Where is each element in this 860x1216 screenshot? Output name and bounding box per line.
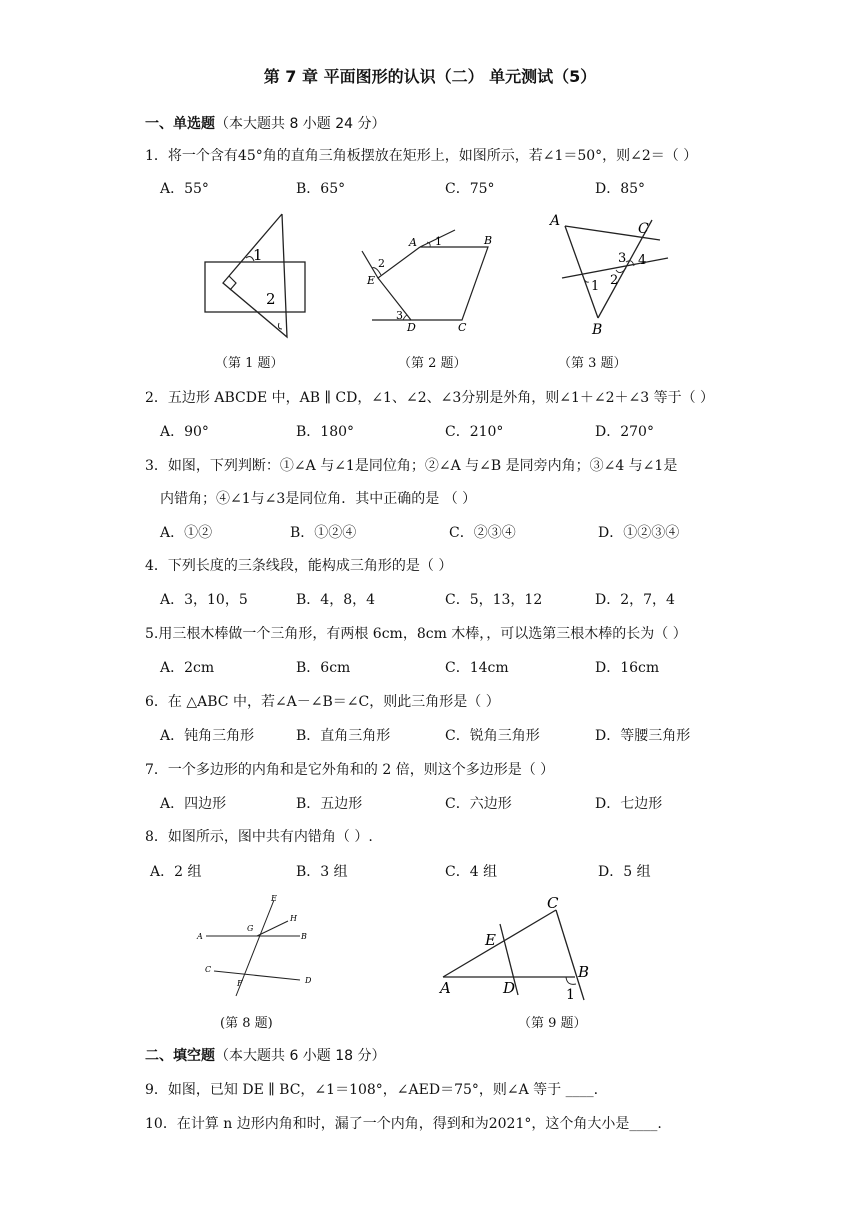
section-label: 二、填空题 bbox=[145, 1048, 215, 1064]
q1-option-b: B．65° bbox=[296, 181, 346, 197]
figure-9 bbox=[435, 890, 595, 1005]
q4-option-c: C．5，13，12 bbox=[445, 592, 543, 608]
fig3-label-1: 1 bbox=[591, 279, 600, 294]
q8-option-d: D．5 组 bbox=[598, 864, 651, 880]
fig8-label-a: A bbox=[197, 932, 203, 941]
q5-option-a: A．2cm bbox=[160, 660, 215, 676]
section-note: （本大题共 6 小题 18 分） bbox=[215, 1048, 386, 1064]
section-label: 一、单选题 bbox=[145, 116, 215, 132]
fig8-label-g: G bbox=[247, 924, 254, 933]
q3-option-a: A．①② bbox=[160, 525, 213, 541]
q6-option-d: D．等腰三角形 bbox=[595, 728, 691, 744]
fig2-label-c: C bbox=[458, 321, 467, 334]
q4-option-d: D．2，7，4 bbox=[595, 592, 675, 608]
fig8-label-d: D bbox=[305, 976, 312, 985]
section-note: （本大题共 8 小题 24 分） bbox=[215, 116, 386, 132]
q6-option-b: B．直角三角形 bbox=[296, 728, 391, 744]
fig3-label-a: A bbox=[550, 213, 561, 229]
q2-option-c: C．210° bbox=[445, 424, 504, 440]
q8-option-b: B．3 组 bbox=[296, 864, 348, 880]
q7-option-a: A．四边形 bbox=[160, 796, 227, 812]
question-6-stem: 6．在 △ABC 中，若∠A－∠B＝∠C，则此三角形是（ ） bbox=[145, 694, 500, 710]
fig2-label-d: D bbox=[407, 321, 416, 334]
fig8-label-f: F bbox=[237, 979, 243, 988]
q2-option-d: D．270° bbox=[595, 424, 654, 440]
q4-option-b: B．4，8，4 bbox=[296, 592, 376, 608]
q3-option-d: D．①②③④ bbox=[598, 525, 680, 541]
q8-option-c: C．4 组 bbox=[445, 864, 498, 880]
fig1-label-2: 2 bbox=[266, 290, 276, 308]
fig9-label-b: B bbox=[578, 963, 590, 981]
q7-option-d: D．七边形 bbox=[595, 796, 663, 812]
fig3-label-2: 2 bbox=[610, 273, 619, 288]
q8-option-a: A．2 组 bbox=[150, 864, 202, 880]
question-10-stem: 10．在计算 n 边形内角和时，漏了一个内角，得到和为2021°，这个角大小是____. bbox=[145, 1116, 662, 1132]
caption-q2: （第 2 题） bbox=[398, 356, 467, 371]
figure-3 bbox=[545, 208, 670, 338]
fig3-label-c: C bbox=[638, 221, 649, 237]
q1-option-a: A．55° bbox=[160, 181, 209, 197]
q6-option-c: C．锐角三角形 bbox=[445, 728, 540, 744]
caption-q3: （第 3 题） bbox=[558, 356, 627, 371]
fig9-label-c: C bbox=[547, 894, 559, 912]
fig2-label-e: E bbox=[367, 274, 376, 287]
fig3-label-3: 3 bbox=[618, 251, 627, 266]
fig2-label-1: 1 bbox=[435, 235, 442, 248]
fig3-label-4: 4 bbox=[638, 253, 647, 268]
question-7-stem: 7．一个多边形的内角和是它外角和的 2 倍，则这个多边形是（ ） bbox=[145, 762, 555, 778]
fig8-label-e: E bbox=[271, 894, 277, 903]
q3-option-b: B．①②④ bbox=[290, 525, 357, 541]
fig2-label-a: A bbox=[409, 236, 417, 249]
question-9-stem: 9．如图，已知 DE ∥ BC，∠1＝108°，∠AED＝75°，则∠A 等于 ____. bbox=[145, 1082, 599, 1098]
caption-q1: （第 1 题） bbox=[215, 356, 284, 371]
fig8-label-b: B bbox=[301, 932, 307, 941]
fig9-label-d: D bbox=[503, 979, 516, 997]
fig3-label-b: B bbox=[592, 322, 603, 338]
fig2-label-3: 3 bbox=[396, 309, 403, 322]
q3-option-c: C．②③④ bbox=[449, 525, 516, 541]
question-5-stem: 5.用三根木棒做一个三角形，有两根 6cm，8cm 木棒，，可以选第三根木棒的长为（ ） bbox=[145, 626, 687, 642]
fig9-label-1: 1 bbox=[566, 987, 575, 1003]
question-1-stem: 1．将一个含有45°角的直角三角板摆放在矩形上，如图所示，若∠1＝50°，则∠2＝（ ） bbox=[145, 148, 698, 164]
fig9-label-e: E bbox=[485, 931, 496, 949]
fig2-label-2: 2 bbox=[378, 257, 385, 270]
caption-q9: （第 9 题） bbox=[518, 1016, 587, 1031]
q4-option-a: A．3，10，5 bbox=[160, 592, 248, 608]
question-3-stem-cont: 内错角；④∠1与∠3是同位角．其中正确的是 （ ） bbox=[160, 491, 477, 507]
question-4-stem: 4．下列长度的三条线段，能构成三角形的是（ ） bbox=[145, 558, 453, 574]
q5-option-d: D．16cm bbox=[595, 660, 660, 676]
q5-option-b: B．6cm bbox=[296, 660, 351, 676]
question-2-stem: 2．五边形 ABCDE 中，AB ∥ CD，∠1、∠2、∠3分别是外角，则∠1＋∠2＋∠3 等于（ ） bbox=[145, 390, 715, 406]
q7-option-c: C．六边形 bbox=[445, 796, 512, 812]
fig2-label-b: B bbox=[484, 234, 493, 247]
fig9-label-a: A bbox=[440, 979, 451, 997]
question-8-stem: 8．如图所示，图中共有内错角（ ）. bbox=[145, 829, 373, 845]
q2-option-b: B．180° bbox=[296, 424, 355, 440]
section-heading-2 bbox=[145, 1045, 386, 1065]
fig1-label-1: 1 bbox=[253, 246, 263, 264]
figure-8 bbox=[193, 888, 323, 998]
fig8-label-h: H bbox=[290, 914, 297, 923]
caption-q8: (第 8 题) bbox=[220, 1016, 273, 1031]
page-title: 第 7 章 平面图形的认识（二） 单元测试（5） bbox=[263, 67, 597, 86]
fig8-label-c: C bbox=[205, 965, 212, 974]
figure-2 bbox=[355, 220, 505, 340]
q1-option-d: D．85° bbox=[595, 181, 646, 197]
q1-option-c: C．75° bbox=[445, 181, 495, 197]
q5-option-c: C．14cm bbox=[445, 660, 509, 676]
section-heading-1 bbox=[145, 113, 386, 133]
q6-option-a: A．钝角三角形 bbox=[160, 728, 255, 744]
figure-1 bbox=[195, 205, 320, 345]
q7-option-b: B．五边形 bbox=[296, 796, 363, 812]
question-3-stem: 3．如图，下列判断：①∠A 与∠1是同位角；②∠A 与∠B 是同旁内角；③∠4 与∠1是 bbox=[145, 458, 678, 474]
q2-option-a: A．90° bbox=[160, 424, 209, 440]
